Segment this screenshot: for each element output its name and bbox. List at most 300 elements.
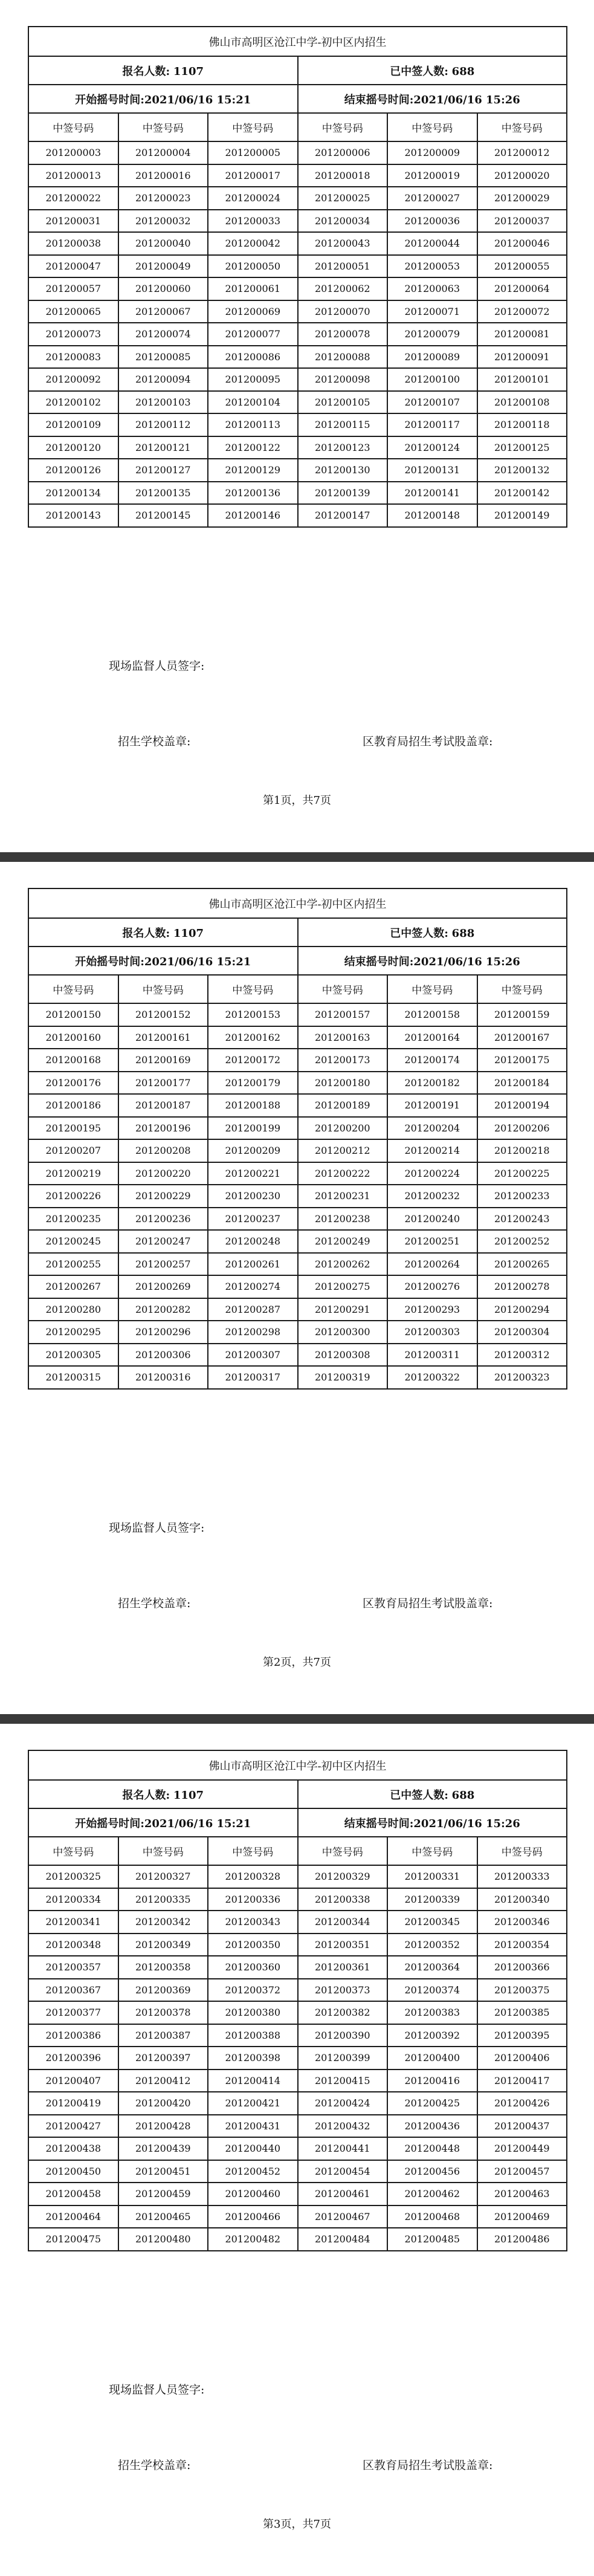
winning-number-cell: 201200034 (298, 210, 388, 233)
table-row (28, 1139, 567, 1162)
table-row (28, 1865, 567, 1888)
supervisor-signature-label: 现场监督人员签字: (109, 1521, 205, 1535)
winning-number-cell: 201200199 (208, 1117, 298, 1140)
column-header: 中签号码 (298, 113, 388, 141)
supervisor-signature-label: 现场监督人员签字: (109, 2383, 205, 2396)
winning-number-cell: 201200395 (477, 2024, 567, 2047)
winning-number-cell: 201200373 (298, 1979, 388, 2002)
winning-number-cell: 201200296 (118, 1321, 208, 1344)
selected-count-label: 已中签人数: (390, 65, 448, 78)
column-header: 中签号码 (28, 975, 118, 1003)
winning-number-cell: 201200457 (477, 2160, 567, 2183)
table-row (28, 187, 567, 210)
column-header: 中签号码 (477, 975, 567, 1003)
winning-number-cell: 201200180 (298, 1072, 388, 1095)
page-number (0, 1654, 594, 1669)
winning-number-cell: 201200335 (118, 1888, 208, 1911)
winning-number-cell: 201200367 (28, 1979, 118, 2002)
winning-number-cell: 201200081 (477, 323, 567, 346)
winning-number-cell: 201200385 (477, 2001, 567, 2024)
winning-number-cell: 201200366 (477, 1956, 567, 1979)
winning-number-cell: 201200184 (477, 1072, 567, 1095)
winning-number-cell: 201200336 (208, 1888, 298, 1911)
winning-number-cell: 201200176 (28, 1072, 118, 1095)
winning-number-cell: 201200127 (118, 459, 208, 482)
winning-number-cell: 201200036 (387, 210, 477, 233)
bureau-seal-label: 区教育局招生考试股盖章: (363, 735, 493, 748)
winning-number-cell: 201200414 (208, 2070, 298, 2092)
draw-end-value: 2021/06/16 15:26 (413, 1817, 520, 1830)
winning-number-cell: 201200432 (298, 2115, 388, 2138)
draw-end-value: 2021/06/16 15:26 (413, 955, 520, 968)
winning-number-cell: 201200072 (477, 300, 567, 323)
winning-number-cell: 201200341 (28, 1911, 118, 1934)
table-row (28, 300, 567, 323)
winning-number-cell: 201200033 (208, 210, 298, 233)
table-row (28, 391, 567, 414)
table-row (28, 413, 567, 436)
winning-number-cell: 201200037 (477, 210, 567, 233)
winning-number-cell: 201200486 (477, 2228, 567, 2251)
winning-number-cell: 201200463 (477, 2183, 567, 2205)
winning-number-cell: 201200063 (387, 277, 477, 300)
winning-number-cell: 201200361 (298, 1956, 388, 1979)
winning-number-cell: 201200060 (118, 277, 208, 300)
winning-number-cell: 201200112 (118, 413, 208, 436)
winning-number-cell: 201200380 (208, 2001, 298, 2024)
winning-number-cell: 201200109 (28, 413, 118, 436)
table-row (28, 2115, 567, 2138)
winning-number-cell: 201200468 (387, 2205, 477, 2228)
winning-number-cell: 201200319 (298, 1366, 388, 1389)
winning-number-cell: 201200354 (477, 1934, 567, 1956)
winning-number-cell: 201200212 (298, 1139, 388, 1162)
winning-number-cell: 201200077 (208, 323, 298, 346)
winning-number-cell: 201200013 (28, 164, 118, 187)
winning-number-cell: 201200126 (28, 459, 118, 482)
winning-number-cell: 201200005 (208, 141, 298, 164)
winning-number-cell: 201200458 (28, 2183, 118, 2205)
winning-number-cell: 201200172 (208, 1049, 298, 1072)
winning-number-cell: 201200439 (118, 2137, 208, 2160)
winning-number-cell: 201200282 (118, 1298, 208, 1321)
winning-number-cell: 201200115 (298, 413, 388, 436)
winning-number-cell: 201200071 (387, 300, 477, 323)
selected-count-value: 688 (451, 1788, 475, 1802)
table-row (28, 2205, 567, 2228)
winning-number-cell: 201200067 (118, 300, 208, 323)
winning-number-cell: 201200117 (387, 413, 477, 436)
winning-number-cell: 201200089 (387, 346, 477, 369)
draw-end-time (298, 947, 567, 975)
selected-count (298, 918, 567, 947)
winning-number-cell: 201200469 (477, 2205, 567, 2228)
winning-number-cell: 201200252 (477, 1230, 567, 1253)
winning-number-cell: 201200225 (477, 1162, 567, 1185)
winning-number-cell: 201200325 (28, 1865, 118, 1888)
table-row (28, 436, 567, 459)
table-row (28, 255, 567, 278)
table-row (28, 504, 567, 527)
winning-number-cell: 201200369 (118, 1979, 208, 2002)
winning-number-cell: 201200191 (387, 1094, 477, 1117)
column-header: 中签号码 (118, 975, 208, 1003)
winning-number-cell: 201200331 (387, 1865, 477, 1888)
draw-start-value: 2021/06/16 15:21 (144, 1817, 251, 1830)
document-page-1 (0, 0, 594, 852)
winning-number-cell: 201200218 (477, 1139, 567, 1162)
applicant-count (28, 56, 298, 85)
winning-number-cell: 201200152 (118, 1003, 208, 1026)
winning-number-cell: 201200220 (118, 1162, 208, 1185)
winning-number-cell: 201200065 (28, 300, 118, 323)
table-row (28, 141, 567, 164)
winning-number-cell: 201200350 (208, 1934, 298, 1956)
winning-number-cell: 201200179 (208, 1072, 298, 1095)
winning-number-cell: 201200121 (118, 436, 208, 459)
winning-number-cell: 201200163 (298, 1026, 388, 1049)
winning-number-cell: 201200187 (118, 1094, 208, 1117)
winning-number-cell: 201200421 (208, 2092, 298, 2115)
winning-number-cell: 201200466 (208, 2205, 298, 2228)
winning-number-cell: 201200265 (477, 1253, 567, 1276)
winning-number-cell: 201200388 (208, 2024, 298, 2047)
applicant-count-value: 1107 (173, 65, 204, 78)
table-row (28, 1253, 567, 1276)
winning-number-cell: 201200208 (118, 1139, 208, 1162)
applicant-count-label: 报名人数: (122, 927, 170, 940)
winning-number-cell: 201200245 (28, 1230, 118, 1253)
winning-number-cell: 201200357 (28, 1956, 118, 1979)
table-row (28, 1072, 567, 1095)
applicant-count (28, 918, 298, 947)
winning-number-cell: 201200032 (118, 210, 208, 233)
winning-number-cell: 201200135 (118, 482, 208, 505)
winning-number-cell: 201200182 (387, 1072, 477, 1095)
column-header: 中签号码 (28, 1837, 118, 1865)
table-row (28, 2092, 567, 2115)
lottery-result-table (28, 26, 567, 528)
winning-number-cell: 201200023 (118, 187, 208, 210)
page-number (0, 2516, 594, 2531)
winning-number-cell: 201200275 (298, 1275, 388, 1298)
table-row (28, 1003, 567, 1026)
winning-number-cell: 201200398 (208, 2047, 298, 2070)
winning-number-cell: 201200042 (208, 232, 298, 255)
winning-number-cell: 201200342 (118, 1911, 208, 1934)
winning-number-cell: 201200132 (477, 459, 567, 482)
column-header: 中签号码 (298, 1837, 388, 1865)
winning-number-cell: 201200349 (118, 1934, 208, 1956)
winning-number-cell: 201200095 (208, 368, 298, 391)
winning-number-cell: 201200232 (387, 1185, 477, 1208)
lottery-result-table (28, 1750, 567, 2251)
winning-number-cell: 201200382 (298, 2001, 388, 2024)
winning-number-cell: 201200162 (208, 1026, 298, 1049)
draw-end-label: 结束摇号时间: (344, 1817, 414, 1830)
winning-number-cell: 201200107 (387, 391, 477, 414)
winning-number-cell: 201200226 (28, 1185, 118, 1208)
winning-number-cell: 201200019 (387, 164, 477, 187)
draw-start-value: 2021/06/16 15:21 (144, 955, 251, 968)
winning-number-cell: 201200387 (118, 2024, 208, 2047)
winning-number-cell: 201200064 (477, 277, 567, 300)
table-row (28, 2183, 567, 2205)
page-separator (0, 852, 594, 862)
draw-start-time (28, 85, 298, 113)
winning-number-cell: 201200142 (477, 482, 567, 505)
column-header: 中签号码 (28, 113, 118, 141)
winning-number-cell: 201200145 (118, 504, 208, 527)
winning-number-cell: 201200375 (477, 1979, 567, 2002)
winning-number-cell: 201200055 (477, 255, 567, 278)
bureau-seal-label: 区教育局招生考试股盖章: (363, 2459, 493, 2472)
winning-number-cell: 201200311 (387, 1344, 477, 1367)
winning-number-cell: 201200016 (118, 164, 208, 187)
winning-number-cell: 201200175 (477, 1049, 567, 1072)
winning-number-cell: 201200397 (118, 2047, 208, 2070)
winning-number-cell: 201200146 (208, 504, 298, 527)
school-seal-label: 招生学校盖章: (118, 1597, 191, 1610)
winning-number-cell: 201200131 (387, 459, 477, 482)
winning-number-cell: 201200412 (118, 2070, 208, 2092)
winning-number-cell: 201200328 (208, 1865, 298, 1888)
column-header: 中签号码 (387, 1837, 477, 1865)
winning-number-cell: 201200078 (298, 323, 388, 346)
winning-number-cell: 201200269 (118, 1275, 208, 1298)
table-row (28, 2070, 567, 2092)
winning-number-cell: 201200224 (387, 1162, 477, 1185)
column-header-row (28, 113, 567, 141)
winning-number-cell: 201200377 (28, 2001, 118, 2024)
winning-number-cell: 201200062 (298, 277, 388, 300)
winning-number-cell: 201200287 (208, 1298, 298, 1321)
column-header-row (28, 1837, 567, 1865)
winning-number-cell: 201200346 (477, 1911, 567, 1934)
winning-number-cell: 201200485 (387, 2228, 477, 2251)
winning-number-cell: 201200051 (298, 255, 388, 278)
winning-number-cell: 201200061 (208, 277, 298, 300)
winning-number-cell: 201200004 (118, 141, 208, 164)
winning-number-cell: 201200454 (298, 2160, 388, 2183)
winning-number-cell: 201200440 (208, 2137, 298, 2160)
winning-number-cell: 201200173 (298, 1049, 388, 1072)
winning-number-cell: 201200416 (387, 2070, 477, 2092)
winning-number-cell: 201200329 (298, 1865, 388, 1888)
winning-number-cell: 201200167 (477, 1026, 567, 1049)
column-header: 中签号码 (387, 113, 477, 141)
draw-start-time (28, 1808, 298, 1837)
winning-number-cell: 201200364 (387, 1956, 477, 1979)
winning-number-cell: 201200047 (28, 255, 118, 278)
winning-number-cell: 201200105 (298, 391, 388, 414)
page-number-text: 第3页，共7页 (263, 2518, 331, 2531)
winning-number-cell: 201200262 (298, 1253, 388, 1276)
winning-number-cell: 201200462 (387, 2183, 477, 2205)
winning-number-cell: 201200315 (28, 1366, 118, 1389)
page-number-text: 第1页，共7页 (263, 794, 331, 807)
column-header: 中签号码 (477, 1837, 567, 1865)
winning-number-cell: 201200230 (208, 1185, 298, 1208)
table-row (28, 1321, 567, 1344)
winning-number-cell: 201200238 (298, 1208, 388, 1231)
winning-number-cell: 201200101 (477, 368, 567, 391)
winning-number-cell: 201200141 (387, 482, 477, 505)
table-title: 佛山市高明区沧江中学-初中区内招生 (28, 888, 567, 918)
winning-number-cell: 201200125 (477, 436, 567, 459)
winning-number-cell: 201200437 (477, 2115, 567, 2138)
winning-number-cell: 201200046 (477, 232, 567, 255)
winning-number-cell: 201200069 (208, 300, 298, 323)
winning-number-cell: 201200236 (118, 1208, 208, 1231)
winning-number-cell: 201200092 (28, 368, 118, 391)
winning-number-cell: 201200338 (298, 1888, 388, 1911)
winning-number-cell: 201200098 (298, 368, 388, 391)
winning-number-cell: 201200006 (298, 141, 388, 164)
draw-end-value: 2021/06/16 15:26 (413, 93, 520, 106)
winning-number-cell: 201200450 (28, 2160, 118, 2183)
winning-number-cell: 201200396 (28, 2047, 118, 2070)
winning-number-cell: 201200235 (28, 1208, 118, 1231)
winning-number-cell: 201200153 (208, 1003, 298, 1026)
winning-number-cell: 201200149 (477, 504, 567, 527)
winning-number-cell: 201200467 (298, 2205, 388, 2228)
table-row (28, 1094, 567, 1117)
table-row (28, 482, 567, 505)
winning-number-cell: 201200057 (28, 277, 118, 300)
page-number (0, 792, 594, 807)
winning-number-cell: 201200378 (118, 2001, 208, 2024)
selected-count-value: 688 (451, 65, 475, 78)
winning-number-cell: 201200209 (208, 1139, 298, 1162)
table-row (28, 459, 567, 482)
winning-number-cell: 201200482 (208, 2228, 298, 2251)
winning-number-cell: 201200129 (208, 459, 298, 482)
winning-number-cell: 201200157 (298, 1003, 388, 1026)
winning-number-cell: 201200123 (298, 436, 388, 459)
draw-start-label: 开始摇号时间: (75, 955, 144, 968)
winning-number-cell: 201200441 (298, 2137, 388, 2160)
winning-number-cell: 201200372 (208, 1979, 298, 2002)
winning-number-cell: 201200025 (298, 187, 388, 210)
winning-number-cell: 201200091 (477, 346, 567, 369)
table-row (28, 2047, 567, 2070)
winning-number-cell: 201200158 (387, 1003, 477, 1026)
winning-number-cell: 201200386 (28, 2024, 118, 2047)
table-row (28, 2160, 567, 2183)
draw-end-time (298, 1808, 567, 1837)
winning-number-cell: 201200012 (477, 141, 567, 164)
winning-number-cell: 201200079 (387, 323, 477, 346)
winning-number-cell: 201200070 (298, 300, 388, 323)
draw-end-label: 结束摇号时间: (344, 93, 414, 106)
winning-number-cell: 201200460 (208, 2183, 298, 2205)
winning-number-cell: 201200352 (387, 1934, 477, 1956)
page-separator (0, 1714, 594, 1724)
winning-number-cell: 201200053 (387, 255, 477, 278)
winning-number-cell: 201200340 (477, 1888, 567, 1911)
winning-number-cell: 201200392 (387, 2024, 477, 2047)
winning-number-cell: 201200390 (298, 2024, 388, 2047)
winning-number-cell: 201200383 (387, 2001, 477, 2024)
table-row (28, 323, 567, 346)
table-row (28, 1208, 567, 1231)
winning-number-cell: 201200344 (298, 1911, 388, 1934)
draw-end-label: 结束摇号时间: (344, 955, 414, 968)
winning-number-cell: 201200399 (298, 2047, 388, 2070)
winning-number-cell: 201200427 (28, 2115, 118, 2138)
winning-number-cell: 201200207 (28, 1139, 118, 1162)
winning-number-cell: 201200085 (118, 346, 208, 369)
winning-number-cell: 201200304 (477, 1321, 567, 1344)
applicant-count (28, 1780, 298, 1808)
winning-number-cell: 201200204 (387, 1117, 477, 1140)
applicant-count-label: 报名人数: (122, 1788, 170, 1802)
table-title: 佛山市高明区沧江中学-初中区内招生 (28, 1750, 567, 1780)
winning-number-cell: 201200317 (208, 1366, 298, 1389)
selected-count-label: 已中签人数: (390, 927, 448, 940)
winning-number-cell: 201200122 (208, 436, 298, 459)
winning-number-cell: 201200303 (387, 1321, 477, 1344)
winning-number-cell: 201200103 (118, 391, 208, 414)
winning-number-cell: 201200449 (477, 2137, 567, 2160)
selected-count (298, 1780, 567, 1808)
selected-count-value: 688 (451, 927, 475, 940)
winning-number-cell: 201200040 (118, 232, 208, 255)
table-row (28, 1956, 567, 1979)
winning-number-cell: 201200088 (298, 346, 388, 369)
winning-number-cell: 201200206 (477, 1117, 567, 1140)
draw-start-label: 开始摇号时间: (75, 93, 144, 106)
winning-number-cell: 201200189 (298, 1094, 388, 1117)
winning-number-cell: 201200451 (118, 2160, 208, 2183)
winning-number-cell: 201200214 (387, 1139, 477, 1162)
winning-number-cell: 201200431 (208, 2115, 298, 2138)
applicant-count-value: 1107 (173, 927, 204, 940)
winning-number-cell: 201200400 (387, 2047, 477, 2070)
table-row (28, 1366, 567, 1389)
winning-number-cell: 201200261 (208, 1253, 298, 1276)
column-header: 中签号码 (208, 975, 298, 1003)
table-row (28, 1185, 567, 1208)
winning-number-cell: 201200255 (28, 1253, 118, 1276)
winning-number-cell: 201200024 (208, 187, 298, 210)
winning-number-cell: 201200243 (477, 1208, 567, 1231)
winning-number-cell: 201200475 (28, 2228, 118, 2251)
winning-number-cell: 201200159 (477, 1003, 567, 1026)
winning-number-cell: 201200195 (28, 1117, 118, 1140)
supervisor-signature-label: 现场监督人员签字: (109, 659, 205, 673)
winning-number-cell: 201200003 (28, 141, 118, 164)
winning-number-cell: 201200160 (28, 1026, 118, 1049)
table-row (28, 2001, 567, 2024)
winning-number-cell: 201200200 (298, 1117, 388, 1140)
winning-number-cell: 201200424 (298, 2092, 388, 2115)
winning-number-cell: 201200219 (28, 1162, 118, 1185)
winning-number-cell: 201200345 (387, 1911, 477, 1934)
table-row (28, 1230, 567, 1253)
winning-number-cell: 201200436 (387, 2115, 477, 2138)
winning-number-cell: 201200147 (298, 504, 388, 527)
winning-number-cell: 201200348 (28, 1934, 118, 1956)
bureau-seal-label: 区教育局招生考试股盖章: (363, 1597, 493, 1610)
school-seal-label: 招生学校盖章: (118, 2459, 191, 2472)
table-row (28, 2137, 567, 2160)
winning-number-cell: 201200249 (298, 1230, 388, 1253)
winning-number-cell: 201200459 (118, 2183, 208, 2205)
winning-number-cell: 201200456 (387, 2160, 477, 2183)
winning-number-cell: 201200240 (387, 1208, 477, 1231)
